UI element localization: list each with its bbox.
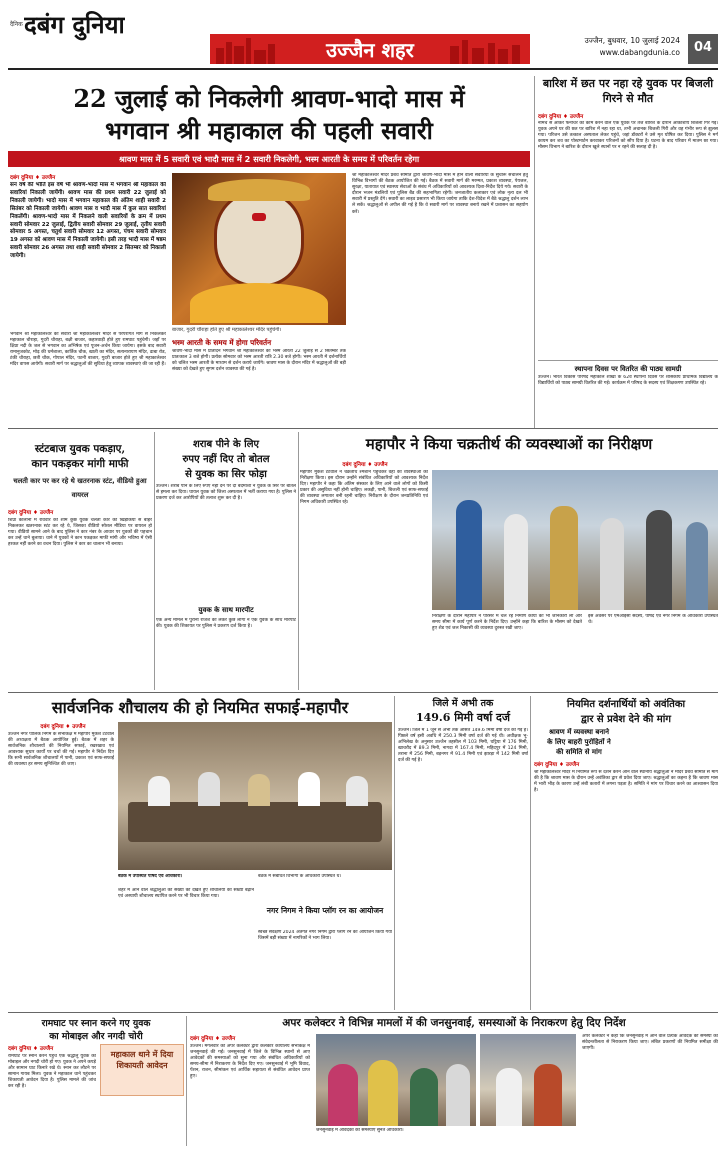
lightning-box <box>538 360 718 426</box>
lead-headline-2: भगवान श्री महाकाल की पहली सवारी <box>105 116 433 145</box>
toilet-body-3: बैठक में संबंधित विभागों के अधिकारी उपस्थित थे। <box>258 874 342 879</box>
lead-photo-mahakal <box>172 173 346 325</box>
column-rule <box>530 696 531 1010</box>
rule-2 <box>8 692 718 693</box>
masthead-rule <box>8 68 718 70</box>
lightning-headline: बारिश में छत पर नहा रहे युवक पर बिजली गिरने से मौत <box>542 77 714 105</box>
person-figure <box>496 1068 522 1126</box>
stunt-headline-1: स्टंटबाज युवक पकड़ाए, <box>34 443 126 455</box>
date-line: उज्जैन, बुधवार, 10 जुलाई 2024 <box>584 36 680 45</box>
column-rule <box>534 76 535 428</box>
lead-story <box>8 76 530 422</box>
column-rule <box>154 432 155 690</box>
stunt-headline-2: कान पकड़कर मांगी माफी <box>31 458 129 470</box>
rule-1 <box>8 428 718 429</box>
logo-small: दैनिक <box>10 21 23 28</box>
lightning-story <box>538 76 718 428</box>
person-figure <box>550 506 578 610</box>
devotees-sub-2: के लिए बाहरी पुरोहितों ने <box>547 738 611 746</box>
rule-3 <box>8 1012 718 1013</box>
mayor-body: महापौर मुकेश टटवाल ने चक्रतीर्थ श्मशान पहुंचकर वहां की व्यवस्थाओं का निरीक्षण किया। इस दौरान उन्होंने संबंधित अधिकारियों को आवश्यक निर्देश दिए। महापौर ने कहा कि अंतिम संस्कार के लिए आने वाले लोगों को किसी प्रकार की असुविधा नहीं होनी चाहिए। लकड़ी, पानी, बिजली एवं साफ-सफाई की व्यवस्था लगातार बनी रहनी चाहिए। निरीक्षण के दौरान जनप्रतिनिधि एवं निगम अधिकारी उपस्थित रहे। <box>300 470 428 506</box>
table-shape <box>128 802 382 842</box>
rain-story <box>398 696 528 1010</box>
liquor-subhead: युवक के साथ मारपीट <box>198 606 254 614</box>
mayor-photo <box>432 470 718 610</box>
lead-dateline: दबंग दुनिया ♦ उज्जैन <box>10 175 56 181</box>
toilet-caption: बैठक में उपस्थित पार्षद एवं अधिकारी। <box>118 874 183 879</box>
devotees-sub-3: की समिति से मांग <box>556 748 602 756</box>
person-figure <box>298 772 320 806</box>
theft-box-head: महाकाल थाने में दिया शिकायती आवेदन <box>110 1050 174 1070</box>
stunt-body: शिप्रा कॉलोनी में रविवार की शाम कुछ युवक चलती कार की खिड़कियों से बाहर निकलकर खतरनाक स्टंट कर रहे थे, जिसका वीडियो सोशल मीडिया पर वायरल हो गया। वीडियो सामने आने के बाद पुलिस ने कार नंबर के आधार पर युवकों की पहचान कर उन्हें थाने बुलाया। थाने में युवकों ने कान पकड़कर माफी मांगी और भविष्य में ऐसी हरकत नहीं करने का वचन दिया। पुलिस ने कार का चालान भी बनाया। <box>8 518 152 548</box>
liquor-body: उज्जैन। शराब पीने के लिए रुपए नहीं देने पर दो बदमाशों ने युवक के सिर पर बोतल से हमला कर दिया। घायल युवक को जिला अस्पताल में भर्ती कराया गया है। पुलिस ने प्रकरण दर्ज कर आरोपियों की तलाश शुरू कर दी है। <box>156 484 296 502</box>
person-figure <box>646 510 672 610</box>
mayor-attendees: इस अवसर पर एमआईसी सदस्य, पार्षद एवं नगर निगम के अधिकारी उपस्थित थे। <box>588 614 718 626</box>
column-rule <box>298 432 299 690</box>
mayor-headline: महापौर ने किया चक्रतीर्थ की व्यवस्थाओं का निरीक्षण <box>365 435 653 453</box>
theft-headline-2: का मोबाइल और नगदी चोरी <box>49 1031 143 1042</box>
theft-box <box>100 1044 184 1096</box>
idol-garland <box>190 283 328 323</box>
toilet-body-4: स्वच्छ सर्वेक्षण 2024 अंतर्गत नगर निगम द्वारा प्लॉग रन का आयोजन किया गया जिसमें बड़ी संख्या में नागरिकों ने भाग लिया। <box>258 930 392 942</box>
collector-photo-1 <box>316 1034 476 1126</box>
toilet-dateline: दबंग दुनिया ♦ उज्जैन <box>40 724 86 730</box>
section-title: उज्जैन शहर <box>326 38 414 62</box>
rain-headline-2: 149.6 मिमी वर्षा दर्ज <box>415 711 511 724</box>
toilet-body: उज्जैन नगर पालिक निगम के सभाकक्ष में महापौर मुकेश टटवाल की अध्यक्षता में बैठक आयोजित हुई। बैठक में शहर के सार्वजनिक शौचालयों की नियमित सफाई, रखरखाव एवं आवश्यक सुधार कार्यों पर चर्चा की गई। महापौर ने निर्देश दिए कि सभी सार्वजनिक शौचालयों में पानी, प्रकाश एवं साफ-सफाई की व्यवस्था हर समय सुनिश्चित की जाए। <box>8 732 114 768</box>
theft-dateline: दबंग दुनिया ♦ उज्जैन <box>8 1046 54 1052</box>
lightning-body: नीमच से आकर फर्नीचर का काम करने वाले एक युवक पर तेज बारिश के दौरान आकाशीय बिजली गिर गई। युवक अपने घर की छत पर बारिश में नहा रहा था, तभी अचानक बिजली गिरी और वह गंभीर रूप से झुलस गया। परिजन उसे तत्काल अस्पताल लेकर पहुंचे, जहां डॉक्टरों ने उसे मृत घोषित कर दिया। पुलिस ने मर्ग कायम कर शव का पोस्टमार्टम करवाकर परिजनों को सौंप दिया है। घटना के बाद परिवार में मातम छा गया। मौसम विभाग ने बारिश के दौरान खुले स्थानों पर न रहने की सलाह दी है। <box>538 121 718 151</box>
liquor-headline-1: शराब पीने के लिए <box>192 439 260 450</box>
person-figure <box>148 776 170 806</box>
person-figure <box>686 522 708 610</box>
collector-photo-2 <box>480 1034 576 1126</box>
mayor-story <box>300 432 718 690</box>
collector-story <box>190 1016 718 1146</box>
lead-body-left: भगवान श्री महाकालेश्वर की सवारी श्री महाकालेश्वर मंदिर से परंपरागत मार्ग से निकलकर महाकाल चौराहा, गुदरी चौराहा, बक्षी बाजार, कहारवाड़ी होते हुए रामघाट पहुंचेगी। जहाँ पर क्षिप्रा नदी के जल से भगवान का अभिषेक एवं पूजन-अर्चन किया जायेगा। इसके बाद सवारी रामानुजकोट, मोढ़ की धर्मशाला, कार्तिक चौक, खाती का मंदिर, सत्यनारायण मंदिर, ढाबा रोड, टंकी चौराहा, छत्री चौक, गोपाल मंदिर, पटनी बाजार, गुदरी बाजार होते हुए श्री महाकालेश्वर मंदिर वापस आयेगी। सवारी मार्ग पर श्रद्धालुओं की सुविधा हेतु व्यापक व्यवस्थाएं की जा रही हैं। <box>10 332 166 368</box>
devotees-story <box>534 696 718 1010</box>
person-figure <box>456 500 482 610</box>
logo <box>8 8 168 42</box>
lightning-box-head: स्थापना दिवस पर वितरित की पाठ्य सामग्री <box>574 365 682 373</box>
liquor-headline-3: से युवक का सिर फोड़ा <box>185 469 267 480</box>
collector-dateline: दबंग दुनिया ♦ उज्जैन <box>190 1036 236 1042</box>
collector-headline: अपर कलेक्टर ने विभिन्न मामलों में की जनसुनवाई, समस्याओं के निराकरण हेतु दिए निर्देश <box>282 1017 626 1029</box>
toilet-subhead: नगर निगम ने किया प्लॉग रन का आयोजन <box>266 906 384 915</box>
devotees-sub-1: श्रावण में व्यवस्था बनाने <box>548 728 609 736</box>
rain-body: उज्जैन। जिले में 1 जून से अभी तक औसत 149.6 मिमी वर्षा दर्ज की गई है। पिछले वर्ष इसी अवधि में 250.3 मिमी वर्षा दर्ज की गई थी। अधीक्षक भू-अभिलेख के अनुसार उज्जैन तहसील में 103 मिमी, घट्टिया में 176 मिमी, खाचरौद में 89.3 मिमी, नागदा में 167.4 मिमी, महिदपुर में 124 मिमी, तराना में 256 मिमी, बड़नगर में 91.4 मिमी एवं झारड़ा में 142 मिमी वर्षा दर्ज की गई है। <box>398 728 528 764</box>
logo-text: दबंग दुनिया <box>24 11 125 39</box>
column-rule <box>186 1016 187 1146</box>
collector-body-2: अपर कलेक्टर ने कहा कि जनसुनवाई में आने वाले प्रत्येक आवेदक की समस्या का संवेदनशीलता से निराकरण किया जाए। लंबित प्रकरणों की नियमित समीक्षा की जाएगी। <box>582 1034 718 1052</box>
toilet-headline: सार्वजनिक शौचालय की हो नियमित सफाई-महापौर <box>51 698 349 717</box>
lead-headline-1: 22 जुलाई को निकलेगी श्रावण-भादो मास में <box>73 84 465 113</box>
page-number-box <box>688 34 718 64</box>
toilet-story <box>8 696 392 1010</box>
person-figure <box>368 1060 398 1126</box>
collector-caption: जनसुनवाई में आवेदकों की समस्याएं सुनते अधिकारी। <box>316 1128 404 1133</box>
idol-tilak <box>252 213 266 221</box>
person-figure <box>410 1068 438 1126</box>
toilet-body-2: शहर में आने वाले श्रद्धालुओं की संख्या को देखते हुए शौचालयों की संख्या बढ़ाने एवं अस्थायी शौचालय स्थापित करने पर भी विचार किया गया। <box>118 888 254 900</box>
mayor-dateline: दबंग दुनिया ♦ उज्जैन <box>342 462 388 468</box>
person-figure <box>198 772 220 806</box>
devotees-headline-1: नियमित दर्शनार्थियों को अवंतिका <box>566 699 686 710</box>
lead-photo-caption: बाजार, गुदरी चौराहा होते हुए श्री महाकालेश्वर मंदिर पहुंचेगी। <box>172 327 282 333</box>
page-number: 04 <box>693 40 713 55</box>
lead-body-mid: श्रावण-भादो मास में प्रतिदिन भगवान श्री महाकालेश्वर की भस्म आरती 22 जुलाई से 2 सितम्बर तक प्रातःकाल 3 बजे होगी। प्रत्येक सोमवार को भस्म आरती रात्रि 2.30 बजे होगी। भस्म आरती में दर्शनार्थियों को चलित भस्म आरती के माध्यम से दर्शन कराये जायेंगे। श्रावण मास के दौरान मंदिर में श्रद्धालुओं की बड़ी संख्या को देखते हुए सुगम दर्शन व्यवस्था की गई है। <box>172 349 346 373</box>
website: www.dabangdunia.co <box>599 48 680 57</box>
collector-body: उज्जैन। मंगलवार को अपर कलेक्टर द्वारा कलेक्टर कार्यालय सभाकक्ष में जनसुनवाई की गई। जनसुनवाई में जिले के विभिन्न स्थानों से आए आवेदकों की समस्याओं को सुना गया और संबंधित अधिकारियों को समय-सीमा में निराकरण के निर्देश दिए गए। जनसुनवाई में भूमि विवाद, पेंशन, राशन, सीमांकन एवं आर्थिक सहायता से संबंधित आवेदन प्राप्त हुए। <box>190 1044 310 1080</box>
theft-body: रामघाट पर स्नान करने पहुंचे एक श्रद्धालु युवक का मोबाइल और नगदी चोरी हो गए। युवक ने अपने कपड़े और सामान घाट किनारे रखे थे। स्नान कर लौटने पर सामान गायब मिला। युवक ने महाकाल थाने पहुंचकर शिकायती आवेदन दिया है। पुलिस मामले की जांच कर रही है। <box>8 1054 96 1090</box>
lead-red-strap <box>8 151 530 167</box>
idol-crown <box>208 179 310 201</box>
masthead <box>0 0 725 72</box>
person-figure <box>328 1064 358 1126</box>
lead-subhead: भस्म आरती के समय में होगा परिवर्तन <box>172 338 272 347</box>
lead-intro: सन वर्ष की भाँति इस वर्ष भी श्रावण-भादो मास में भगवान श्री महाकाल की सवारियां निकाली जायेंगी। श्रावण मास की प्रथम सवारी 22 जुलाई को निकाली जायेगी। भादो मास में भगवान महाकाल की अंतिम शाही सवारी 2 सितंबर को निकाली जायेगी। श्रावण मास व भादौ मास में कुल सात सवारियां निकलेंगी। श्रावण-भादो मास में निकलने वाली सवारियों के क्रम में प्रथम सवारी सोमवार 22 जुलाई, द्वितीय सवारी सोमवार 29 जुलाई, तृतीय सवारी सोमवार 5 अगस्त, चतुर्थ सवारी सोमवार 12 अगस्त, पंचम सवारी सोमवार 19 अगस्त को श्रावण मास में निकाली जायेगी। इसी तरह भादौ मास में षष्ठम सवारी सोमवार 26 अगस्त तथा शाही सवारी सोमवार 2 सितम्बर को निकाली जायेगी। <box>10 182 166 260</box>
lightning-box-body: उज्जैन। भारत विकास परिषद महाकाल शाखा के 62वें स्थापना दिवस पर शासकीय प्राथमिक विद्यालय के विद्यार्थियों को पाठ्य सामग्री वितरित की गई। कार्यक्रम में परिषद के सदस्य एवं शिक्षकगण उपस्थित रहे। <box>538 375 718 387</box>
lightning-dateline: दबंग दुनिया ♦ उज्जैन <box>538 114 584 120</box>
liquor-headline-2: रुपए नहीं दिए तो बोतल <box>182 454 270 465</box>
person-figure <box>600 518 624 610</box>
devotees-dateline: दबंग दुनिया ♦ उज्जैन <box>534 762 580 768</box>
toilet-meeting-photo <box>118 722 392 870</box>
devotees-headline-2: द्वार से प्रवेश देने की मांग <box>581 714 671 725</box>
idol-face <box>214 191 304 287</box>
person-figure <box>248 774 270 806</box>
liquor-story <box>156 432 296 690</box>
stunt-dateline: दबंग दुनिया ♦ उज्जैन <box>8 510 54 516</box>
stunt-story <box>8 432 152 690</box>
person-figure <box>534 1064 562 1126</box>
person-figure <box>446 1064 470 1126</box>
theft-story <box>8 1016 184 1146</box>
stunt-sub: चलती कार पर कर रहे थे खतरनाक स्टंट, वीडियो हुआ वायरल <box>13 477 147 499</box>
person-figure <box>504 514 528 610</box>
devotees-body: श्री महाकालेश्वर मंदिर में नियमित रूप से दर्शन करने आने वाले स्थानीय श्रद्धालुओं ने मंदिर प्रबंध समिति से मांग की है कि श्रावण मास के दौरान उन्हें अवंतिका द्वार से प्रवेश दिया जाए। श्रद्धालुओं का कहना है कि श्रावण मास में भारी भीड़ के कारण उन्हें लंबी कतारों में लगना पड़ता है। समिति ने मांग पर विचार करने का आश्वासन दिया है। <box>534 770 718 794</box>
lead-strap-text: श्रावण मास में 5 सवारी एवं भादौ मास में 2 सवारी निकलेगी, भस्म आरती के समय में परिवर्तन रहेगा <box>118 154 420 164</box>
section-banner <box>210 34 530 64</box>
mayor-body-2: निरीक्षण के दौरान महापौर ने परिसर में चल रहे निर्माण कार्यों की भी जानकारी ली और समय सीमा में कार्य पूर्ण करने के निर्देश दिए। उन्होंने कहा कि बारिश के मौसम को देखते हुए शेड एवं जल निकासी की व्यवस्था दुरुस्त रखी जाए। <box>432 614 582 632</box>
column-rule <box>394 696 395 1010</box>
rain-headline-1: जिले में अभी तक <box>432 698 494 709</box>
liquor-body-2: एक अन्य मामले में पुरानी रंजिश को लेकर कुछ लोगों ने एक युवक के साथ मारपीट की। युवक की शिकायत पर पुलिस ने प्रकरण दर्ज किया है। <box>156 618 296 630</box>
lead-body-right: श्री महाकालेश्वर मंदिर प्रबंध समिति द्वारा श्रावण-भादो मास में होने वाली सवारियों के सुचारू संचालन हेतु विभिन्न विभागों की बैठक आयोजित की गई। बैठक में सवारी मार्ग की मरम्मत, प्रकाश व्यवस्था, पेयजल, सुरक्षा, यातायात एवं स्वास्थ्य सेवाओं के संबंध में अधिकारियों को आवश्यक दिशा-निर्देश दिये गये। सवारी के दौरान भजन मंडलियों एवं पुलिस बैंड की सहभागिता रहेगी। जनजातीय कलाकार एवं लोक नृत्य दल भी सवारी में प्रस्तुति देंगे। सवारी का लाइव प्रसारण भी किया जायेगा ताकि देश-विदेश में बैठे श्रद्धालु दर्शन लाभ ले सकें। श्रद्धालुओं से अपील की गई है कि वे सवारी मार्ग पर व्यवस्था बनाये रखने में प्रशासन का सहयोग करें। <box>352 173 528 215</box>
theft-headline-1: रामघाट पर स्नान करने गए युवक <box>41 1018 151 1029</box>
person-figure <box>346 776 368 806</box>
